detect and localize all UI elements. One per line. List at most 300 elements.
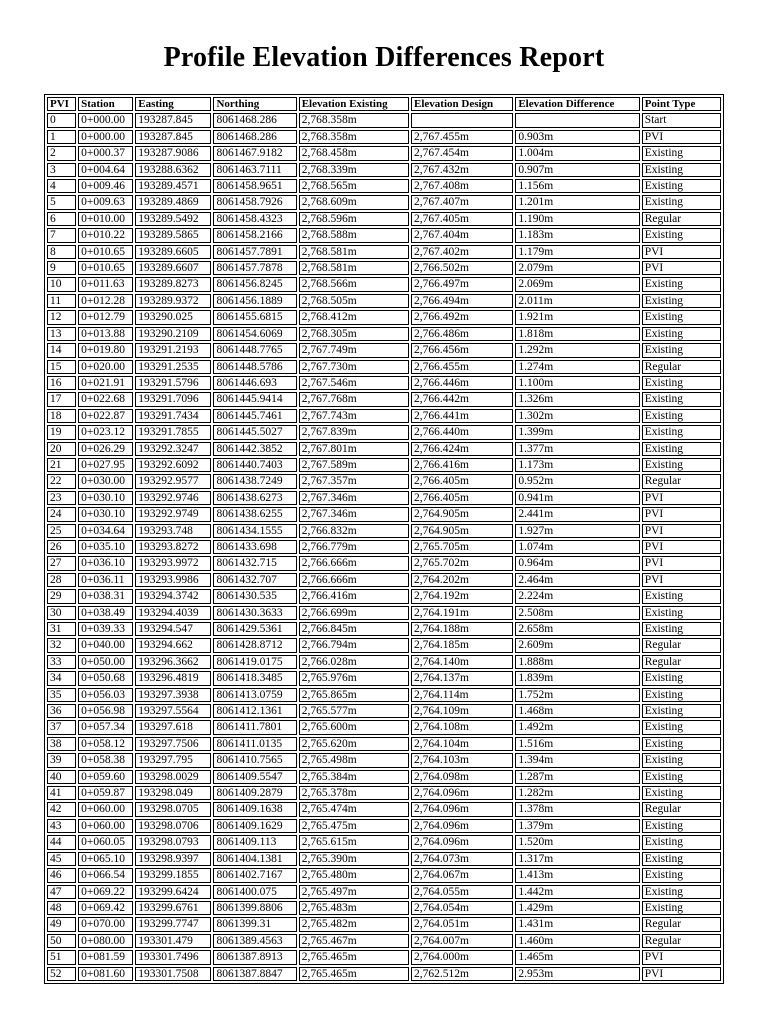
table-row [47,294,721,308]
cell-point-type: Existing [642,294,721,308]
table-row [47,228,721,242]
cell-northing: 8061409.1638 [213,802,296,816]
cell-easting: 193292.9746 [135,491,211,505]
cell-station: 0+059.60 [78,770,133,784]
cell-easting: 193297.3938 [135,688,211,702]
cell-elevation-design: 2,764.051m [411,917,513,931]
cell-pvi: 46 [47,868,76,882]
cell-point-type: Existing [642,901,721,915]
cell-elevation-difference: 2.953m [515,967,639,981]
cell-elevation-design: 2,766.502m [411,261,513,275]
cell-station: 0+004.64 [78,163,133,177]
cell-pvi: 6 [47,212,76,226]
cell-elevation-existing: 2,765.465m [299,967,409,981]
cell-pvi: 24 [47,507,76,521]
cell-elevation-difference [515,113,639,127]
cell-northing: 8061399.8806 [213,901,296,915]
cell-elevation-existing: 2,767.730m [299,360,409,374]
table-row [47,392,721,406]
cell-easting: 193289.4869 [135,195,211,209]
cell-point-type: PVI [642,130,721,144]
cell-pvi: 51 [47,950,76,964]
cell-elevation-design: 2,764.103m [411,753,513,767]
cell-elevation-design: 2,764.202m [411,573,513,587]
table-row [47,901,721,915]
cell-elevation-difference: 2.658m [515,622,639,636]
cell-elevation-difference: 1.274m [515,360,639,374]
cell-elevation-design: 2,766.455m [411,360,513,374]
cell-station: 0+030.10 [78,507,133,521]
cell-northing: 8061429.5361 [213,622,296,636]
cell-point-type: Existing [642,376,721,390]
cell-elevation-existing: 2,765.615m [299,835,409,849]
cell-easting: 193296.3662 [135,655,211,669]
cell-easting: 193291.5796 [135,376,211,390]
cell-station: 0+060.05 [78,835,133,849]
cell-pvi: 41 [47,786,76,800]
cell-elevation-design: 2,766.442m [411,392,513,406]
cell-pvi: 48 [47,901,76,915]
table-row [47,704,721,718]
cell-pvi: 35 [47,688,76,702]
cell-elevation-design: 2,764.055m [411,885,513,899]
cell-elevation-difference: 1.429m [515,901,639,915]
cell-northing: 8061440.7403 [213,458,296,472]
cell-northing: 8061400.075 [213,885,296,899]
cell-elevation-existing: 2,766.666m [299,556,409,570]
cell-elevation-existing: 2,765.474m [299,802,409,816]
cell-elevation-design: 2,762.512m [411,967,513,981]
cell-elevation-difference: 1.179m [515,245,639,259]
cell-point-type: Existing [642,704,721,718]
table-row [47,360,721,374]
cell-elevation-design: 2,767.408m [411,179,513,193]
cell-pvi: 16 [47,376,76,390]
table-row [47,524,721,538]
cell-station: 0+038.49 [78,606,133,620]
cell-elevation-existing: 2,765.482m [299,917,409,931]
cell-easting: 193289.4571 [135,179,211,193]
cell-elevation-design: 2,766.424m [411,442,513,456]
cell-elevation-design: 2,766.486m [411,327,513,341]
cell-point-type: Existing [642,195,721,209]
cell-station: 0+026.29 [78,442,133,456]
cell-easting: 193289.5492 [135,212,211,226]
table-row [47,130,721,144]
cell-pvi: 40 [47,770,76,784]
cell-station: 0+020.00 [78,360,133,374]
column-header-northing: Northing [213,97,296,111]
cell-point-type: Existing [642,179,721,193]
table-row [47,737,721,751]
cell-northing: 8061438.6273 [213,491,296,505]
table-row [47,491,721,505]
cell-northing: 8061442.3852 [213,442,296,456]
cell-elevation-design: 2,764.905m [411,524,513,538]
cell-station: 0+010.65 [78,245,133,259]
cell-elevation-difference: 1.201m [515,195,639,209]
cell-pvi: 4 [47,179,76,193]
cell-elevation-existing: 2,766.666m [299,573,409,587]
cell-pvi: 18 [47,409,76,423]
cell-pvi: 31 [47,622,76,636]
cell-elevation-existing: 2,765.865m [299,688,409,702]
cell-point-type: Existing [642,442,721,456]
cell-elevation-difference: 1.492m [515,720,639,734]
cell-point-type: Existing [642,688,721,702]
cell-station: 0+066.54 [78,868,133,882]
table-row [47,245,721,259]
table-row [47,277,721,291]
cell-easting: 193287.9086 [135,146,211,160]
cell-elevation-existing: 2,765.497m [299,885,409,899]
cell-pvi: 37 [47,720,76,734]
table-row [47,622,721,636]
cell-pvi: 30 [47,606,76,620]
cell-elevation-existing: 2,768.609m [299,195,409,209]
cell-easting: 193291.7096 [135,392,211,406]
cell-easting: 193291.2193 [135,343,211,357]
cell-elevation-existing: 2,765.480m [299,868,409,882]
cell-easting: 193298.0029 [135,770,211,784]
table-body [47,113,721,981]
cell-station: 0+009.63 [78,195,133,209]
cell-northing: 8061402.7167 [213,868,296,882]
cell-point-type: PVI [642,245,721,259]
cell-point-type: Regular [642,934,721,948]
cell-elevation-difference: 0.941m [515,491,639,505]
cell-station: 0+058.12 [78,737,133,751]
cell-easting: 193291.7434 [135,409,211,423]
cell-station: 0+022.87 [78,409,133,423]
table-row [47,786,721,800]
cell-easting: 193296.4819 [135,671,211,685]
cell-pvi: 29 [47,589,76,603]
cell-elevation-existing: 2,765.498m [299,753,409,767]
table-row [47,770,721,784]
cell-elevation-difference: 2.464m [515,573,639,587]
cell-pvi: 22 [47,474,76,488]
cell-elevation-design: 2,764.188m [411,622,513,636]
cell-northing: 8061458.2166 [213,228,296,242]
cell-point-type: Existing [642,146,721,160]
cell-pvi: 20 [47,442,76,456]
table-row [47,852,721,866]
table-row [47,753,721,767]
cell-point-type: Regular [642,360,721,374]
cell-elevation-design: 2,764.096m [411,786,513,800]
cell-pvi: 13 [47,327,76,341]
cell-northing: 8061428.8712 [213,638,296,652]
cell-northing: 8061456.8245 [213,277,296,291]
table-row [47,885,721,899]
cell-pvi: 27 [47,556,76,570]
cell-elevation-existing: 2,768.505m [299,294,409,308]
cell-easting: 193298.0706 [135,819,211,833]
cell-easting: 193290.025 [135,310,211,324]
cell-easting: 193288.6362 [135,163,211,177]
cell-northing: 8061433.698 [213,540,296,554]
cell-elevation-difference: 1.156m [515,179,639,193]
cell-station: 0+010.65 [78,261,133,275]
cell-elevation-design: 2,764.192m [411,589,513,603]
cell-northing: 8061404.1381 [213,852,296,866]
cell-point-type: Regular [642,474,721,488]
cell-elevation-difference: 1.287m [515,770,639,784]
table-row [47,655,721,669]
cell-northing: 8061468.286 [213,113,296,127]
cell-northing: 8061455.6815 [213,310,296,324]
cell-easting: 193299.1855 [135,868,211,882]
cell-point-type: Existing [642,885,721,899]
cell-point-type: Existing [642,770,721,784]
cell-station: 0+050.00 [78,655,133,669]
cell-elevation-difference: 2.508m [515,606,639,620]
cell-elevation-difference: 0.964m [515,556,639,570]
cell-elevation-existing: 2,765.976m [299,671,409,685]
cell-pvi: 7 [47,228,76,242]
cell-easting: 193293.9986 [135,573,211,587]
cell-easting: 193301.7496 [135,950,211,964]
cell-pvi: 44 [47,835,76,849]
cell-elevation-existing: 2,768.565m [299,179,409,193]
cell-easting: 193292.6092 [135,458,211,472]
column-header-elevation-difference: Elevation Difference [515,97,639,111]
cell-elevation-difference: 1.317m [515,852,639,866]
cell-elevation-design: 2,764.191m [411,606,513,620]
cell-elevation-existing: 2,765.577m [299,704,409,718]
cell-northing: 8061458.9651 [213,179,296,193]
cell-elevation-design: 2,766.456m [411,343,513,357]
cell-elevation-difference: 1.394m [515,753,639,767]
table-row [47,556,721,570]
cell-pvi: 25 [47,524,76,538]
cell-station: 0+069.42 [78,901,133,915]
cell-pvi: 8 [47,245,76,259]
cell-point-type: Existing [642,868,721,882]
cell-elevation-design: 2,764.096m [411,835,513,849]
cell-station: 0+000.00 [78,113,133,127]
cell-easting: 193294.662 [135,638,211,652]
cell-northing: 8061458.4323 [213,212,296,226]
cell-elevation-existing: 2,765.467m [299,934,409,948]
cell-easting: 193292.9577 [135,474,211,488]
cell-pvi: 49 [47,917,76,931]
table-row [47,474,721,488]
cell-elevation-design: 2,767.455m [411,130,513,144]
cell-elevation-existing: 2,765.475m [299,819,409,833]
cell-elevation-existing: 2,767.801m [299,442,409,456]
cell-northing: 8061457.7878 [213,261,296,275]
cell-easting: 193293.8272 [135,540,211,554]
cell-pvi: 10 [47,277,76,291]
cell-station: 0+022.68 [78,392,133,406]
cell-easting: 193301.479 [135,934,211,948]
table-row [47,376,721,390]
table-row [47,146,721,160]
cell-point-type: PVI [642,950,721,964]
table-row [47,917,721,931]
cell-station: 0+081.60 [78,967,133,981]
cell-pvi: 43 [47,819,76,833]
cell-northing: 8061430.535 [213,589,296,603]
cell-easting: 193289.6607 [135,261,211,275]
cell-easting: 193292.9749 [135,507,211,521]
cell-elevation-existing: 2,768.458m [299,146,409,160]
cell-elevation-existing: 2,766.699m [299,606,409,620]
cell-easting: 193291.2535 [135,360,211,374]
table-row [47,113,721,127]
cell-elevation-existing: 2,766.845m [299,622,409,636]
cell-northing: 8061411.7801 [213,720,296,734]
cell-pvi: 52 [47,967,76,981]
cell-elevation-design: 2,764.096m [411,802,513,816]
cell-easting: 193298.9397 [135,852,211,866]
cell-elevation-difference: 1.839m [515,671,639,685]
cell-elevation-existing: 2,768.588m [299,228,409,242]
cell-elevation-difference: 2.011m [515,294,639,308]
cell-station: 0+039.33 [78,622,133,636]
cell-elevation-difference: 1.377m [515,442,639,456]
cell-station: 0+027.95 [78,458,133,472]
cell-elevation-existing: 2,767.546m [299,376,409,390]
cell-point-type: Existing [642,622,721,636]
cell-easting: 193292.3247 [135,442,211,456]
report-title: Profile Elevation Differences Report [163,42,605,73]
cell-easting: 193293.9972 [135,556,211,570]
cell-easting: 193293.748 [135,524,211,538]
cell-elevation-existing: 2,765.465m [299,950,409,964]
cell-elevation-design: 2,764.108m [411,720,513,734]
cell-point-type: Existing [642,671,721,685]
cell-elevation-design: 2,766.446m [411,376,513,390]
cell-easting: 193297.618 [135,720,211,734]
cell-station: 0+056.98 [78,704,133,718]
cell-station: 0+021.91 [78,376,133,390]
cell-elevation-design: 2,764.109m [411,704,513,718]
cell-point-type: Existing [642,589,721,603]
cell-station: 0+056.03 [78,688,133,702]
cell-easting: 193294.547 [135,622,211,636]
cell-station: 0+000.37 [78,146,133,160]
cell-elevation-difference: 1.460m [515,934,639,948]
cell-elevation-design: 2,764.067m [411,868,513,882]
table-row [47,688,721,702]
cell-point-type: Existing [642,277,721,291]
cell-northing: 8061419.0175 [213,655,296,669]
cell-easting: 193289.6605 [135,245,211,259]
cell-elevation-existing: 2,765.483m [299,901,409,915]
cell-elevation-design: 2,764.007m [411,934,513,948]
cell-northing: 8061456.1889 [213,294,296,308]
cell-point-type: Existing [642,458,721,472]
cell-station: 0+081.59 [78,950,133,964]
cell-easting: 193299.6761 [135,901,211,915]
cell-easting: 193289.8273 [135,277,211,291]
cell-northing: 8061458.7926 [213,195,296,209]
cell-pvi: 42 [47,802,76,816]
cell-elevation-design: 2,766.494m [411,294,513,308]
cell-easting: 193298.0793 [135,835,211,849]
cell-elevation-existing: 2,767.346m [299,507,409,521]
table-row [47,540,721,554]
cell-point-type: Existing [642,310,721,324]
cell-point-type: Regular [642,212,721,226]
cell-northing: 8061467.9182 [213,146,296,160]
cell-northing: 8061438.7249 [213,474,296,488]
cell-pvi: 1 [47,130,76,144]
cell-point-type: PVI [642,967,721,981]
cell-elevation-design: 2,767.407m [411,195,513,209]
table-row [47,720,721,734]
cell-elevation-design: 2,767.404m [411,228,513,242]
cell-elevation-existing: 2,768.596m [299,212,409,226]
cell-elevation-existing: 2,767.768m [299,392,409,406]
table-row [47,195,721,209]
cell-elevation-difference: 1.465m [515,950,639,964]
cell-pvi: 47 [47,885,76,899]
table-row [47,819,721,833]
cell-point-type: Existing [642,163,721,177]
cell-station: 0+013.88 [78,327,133,341]
cell-elevation-difference: 1.074m [515,540,639,554]
cell-elevation-existing: 2,768.566m [299,277,409,291]
cell-northing: 8061445.7461 [213,409,296,423]
column-header-elevation-design: Elevation Design [411,97,513,111]
cell-northing: 8061409.1629 [213,819,296,833]
cell-station: 0+030.00 [78,474,133,488]
cell-easting: 193297.795 [135,753,211,767]
cell-station: 0+069.22 [78,885,133,899]
cell-station: 0+065.10 [78,852,133,866]
cell-northing: 8061457.7891 [213,245,296,259]
table-row [47,950,721,964]
cell-pvi: 39 [47,753,76,767]
cell-easting: 193301.7508 [135,967,211,981]
table-row [47,638,721,652]
cell-point-type: Existing [642,606,721,620]
cell-pvi: 2 [47,146,76,160]
table-row [47,442,721,456]
cell-elevation-difference: 1.100m [515,376,639,390]
cell-elevation-existing: 2,766.832m [299,524,409,538]
table-row [47,179,721,193]
cell-elevation-existing: 2,768.305m [299,327,409,341]
cell-elevation-difference: 1.818m [515,327,639,341]
cell-pvi: 14 [47,343,76,357]
cell-station: 0+010.22 [78,228,133,242]
table-row [47,261,721,275]
cell-station: 0+019.80 [78,343,133,357]
cell-pvi: 38 [47,737,76,751]
cell-point-type: Regular [642,802,721,816]
cell-elevation-existing: 2,765.620m [299,737,409,751]
cell-northing: 8061389.4563 [213,934,296,948]
cell-point-type: PVI [642,261,721,275]
cell-elevation-difference: 1.399m [515,425,639,439]
cell-elevation-design: 2,764.098m [411,770,513,784]
cell-elevation-design: 2,764.096m [411,819,513,833]
cell-northing: 8061432.707 [213,573,296,587]
cell-elevation-difference: 1.516m [515,737,639,751]
cell-elevation-design: 2,764.104m [411,737,513,751]
cell-northing: 8061387.8847 [213,967,296,981]
cell-elevation-existing: 2,768.581m [299,245,409,259]
cell-point-type: Existing [642,786,721,800]
cell-easting: 193291.7855 [135,425,211,439]
cell-elevation-difference: 1.302m [515,409,639,423]
cell-elevation-design: 2,766.440m [411,425,513,439]
